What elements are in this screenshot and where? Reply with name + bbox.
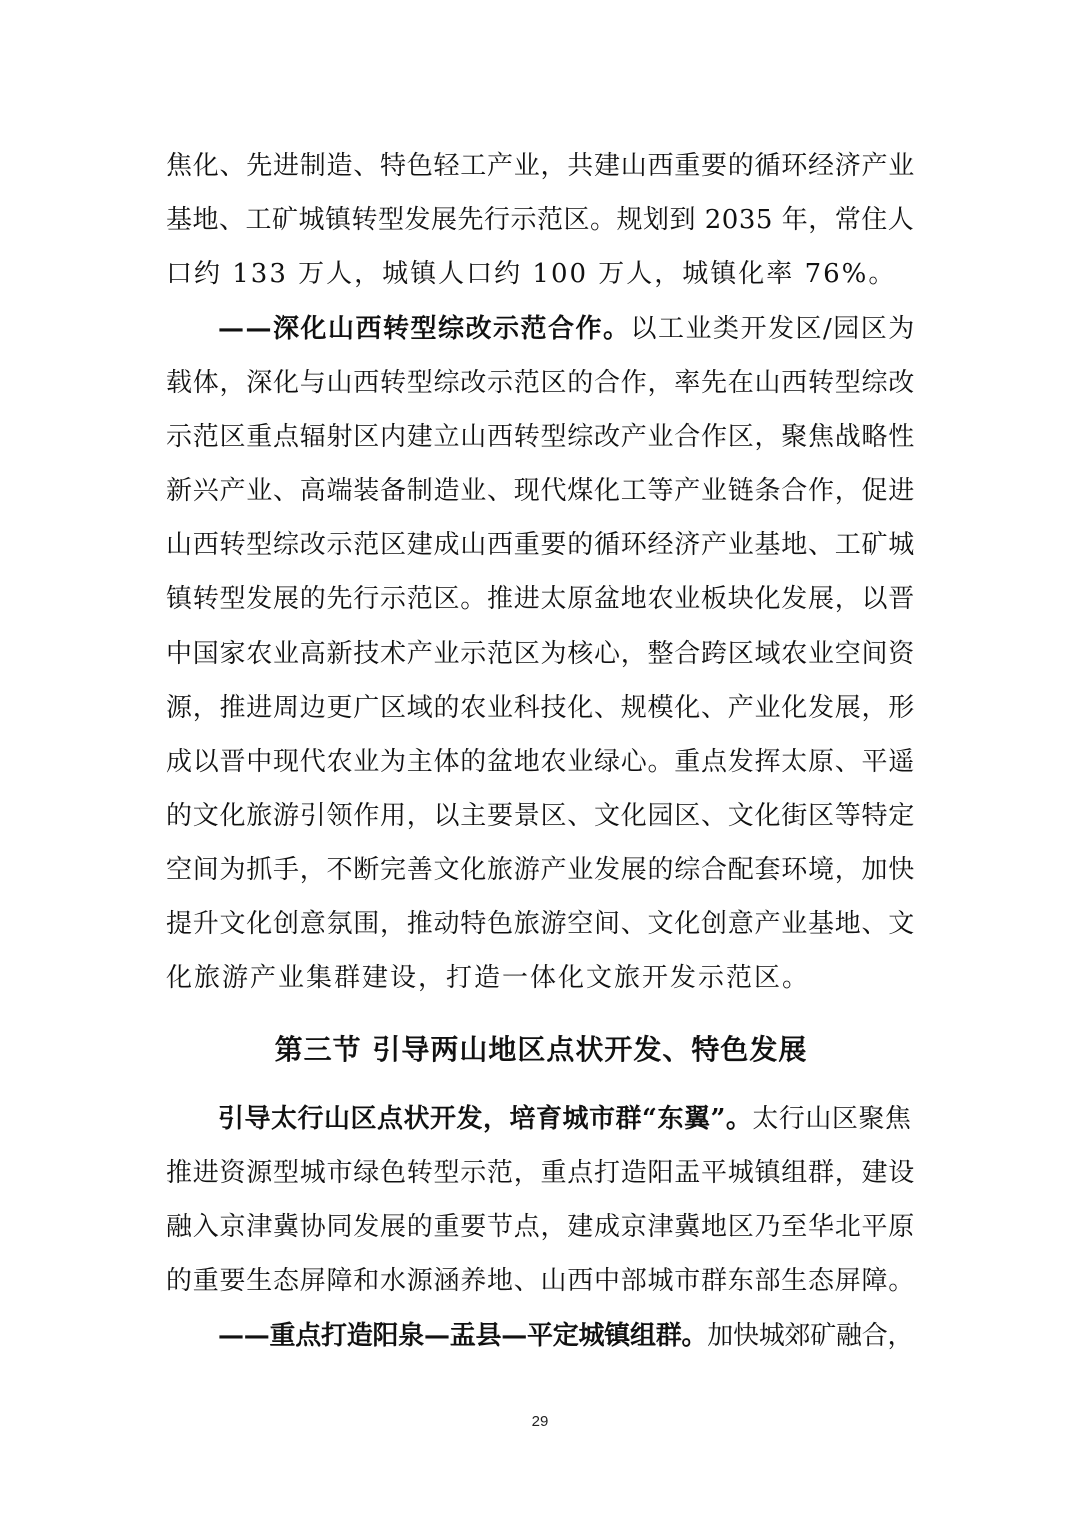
text-line: 提升文化创意氛围，推动特色旅游空间、文化创意产业基地、文 [166, 909, 916, 939]
paragraph-lead-line [218, 1309, 916, 1363]
text-line: 的文化旅游引领作用，以主要景区、文化园区、文化街区等特定 [166, 801, 916, 831]
bold-lead: 引导太行山区点状开发，培育城市群“东翼”。 [218, 1104, 753, 1134]
text-line: 化旅游产业集群建设，打造一体化文旅开发示范区。 [166, 963, 811, 993]
paragraph-lead-line [218, 302, 916, 356]
text-line: 镇转型发展的先行示范区。推进太原盆地农业板块化发展，以晋 [166, 584, 916, 614]
text-line: 源，推进周边更广区域的农业科技化、规模化、产业化发展，形 [166, 693, 916, 723]
page-number: 29 [531, 1413, 549, 1430]
lead-rest: 加快城郊矿融合， [707, 1321, 914, 1351]
paragraph-lead-line [218, 1092, 916, 1146]
text-line: 载体，深化与山西转型综改示范区的合作，率先在山西转型综改 [166, 368, 916, 398]
text-line: 焦化、先进制造、特色轻工产业，共建山西重要的循环经济产业 [166, 151, 916, 181]
text-line: 成以晋中现代农业为主体的盆地农业绿心。重点发挥太原、平遥 [166, 747, 916, 777]
text-line: 推进资源型城市绿色转型示范，重点打造阳盂平城镇组群，建设 [166, 1158, 916, 1188]
lead-rest: 以工业类开发区/园区为 [630, 314, 916, 344]
text-line: 中国家农业高新技术产业示范区为核心，整合跨区域农业空间资 [166, 639, 916, 669]
text-line: 山西转型综改示范区建成山西重要的循环经济产业基地、工矿城 [166, 530, 916, 560]
text-line: 新兴产业、高端装备制造业、现代煤化工等产业链条合作，促进 [166, 476, 916, 506]
text-line: 融入京津冀协同发展的重要节点，建成京津冀地区乃至华北平原 [166, 1212, 916, 1242]
text-line: 口约 133 万人，城镇人口约 100 万人，城镇化率 76%。 [166, 259, 897, 289]
bold-lead: ——重点打造阳泉—盂县—平定城镇组群。 [218, 1321, 708, 1351]
text-line: 示范区重点辐射区内建立山西转型综改产业合作区，聚焦战略性 [166, 422, 916, 452]
text-line: 基地、工矿城镇转型发展先行示范区。规划到 2035 年，常住人 [166, 205, 915, 235]
lead-rest: 太行山区聚焦 [752, 1104, 912, 1134]
bold-lead: ——深化山西转型综改示范合作。 [218, 314, 631, 344]
text-line: 的重要生态屏障和水源涵养地、山西中部城市群东部生态屏障。 [166, 1266, 916, 1296]
text-line: 空间为抓手，不断完善文化旅游产业发展的综合配套环境，加快 [166, 855, 916, 885]
section-heading: 第三节 引导两山地区点状开发、特色发展 [274, 1033, 808, 1066]
